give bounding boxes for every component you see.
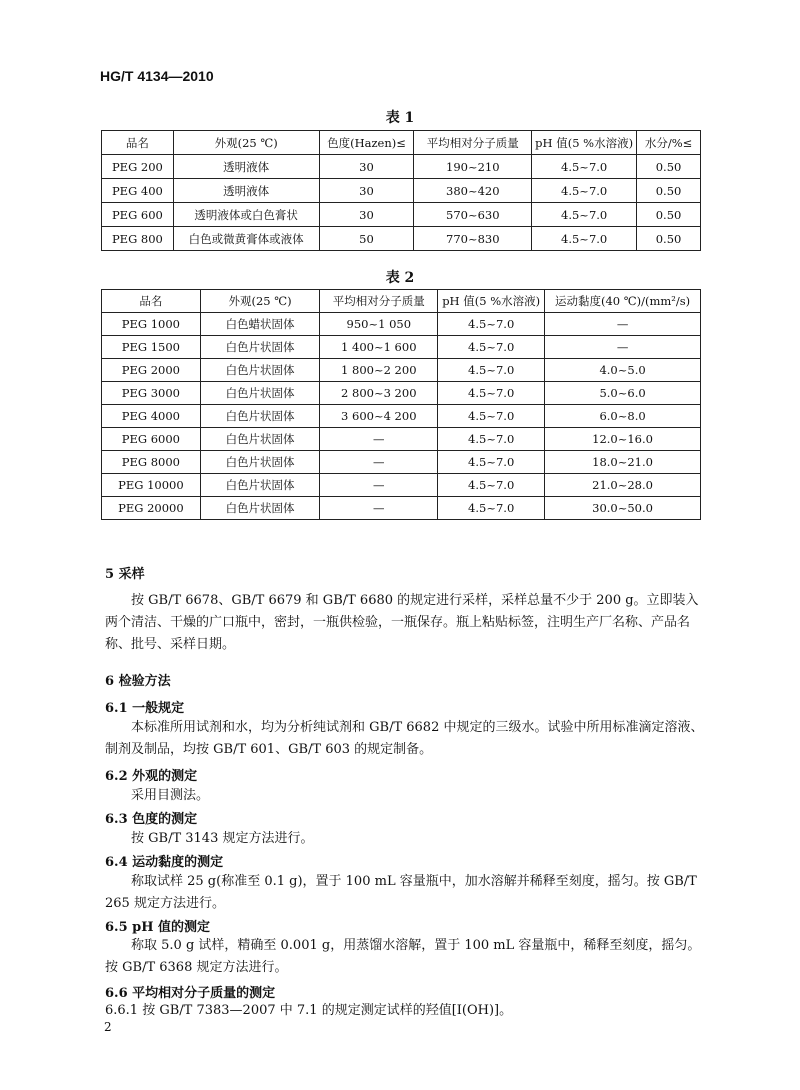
table1 [101,130,701,251]
table-cell: — [320,428,438,451]
table-cell: 0.50 [637,203,701,227]
document-code: HG/T 4134—2010 [100,68,214,84]
table1-header: 品名 [102,131,174,155]
table-cell: 白色片状固体 [200,359,320,382]
table-row [102,382,701,405]
table-cell: PEG 200 [102,155,174,179]
table-cell: 2 800~3 200 [320,382,438,405]
table1-header: 外观(25 ℃) [173,131,319,155]
table-cell: — [320,474,438,497]
table-row [102,336,701,359]
table-cell: 透明液体 [173,179,319,203]
table-cell: 4.5~7.0 [438,497,545,520]
table-cell: 白色片状固体 [200,382,320,405]
table-cell: 透明液体 [173,155,319,179]
table-row [102,474,701,497]
section-6-3-body: 按 GB/T 3143 规定方法进行。 [131,831,314,846]
table-cell: 4.5~7.0 [438,313,545,336]
table1-title: 表 1 [385,110,415,126]
table-cell: 18.0~21.0 [545,451,701,474]
section-6-2-heading: 6.2 外观的测定 [105,769,198,784]
table-cell: 白色片状固体 [200,474,320,497]
table-row [102,227,701,251]
table-cell: PEG 800 [102,227,174,251]
table-row [102,313,701,336]
table-cell: 5.0~6.0 [545,382,701,405]
table-cell: 0.50 [637,227,701,251]
table-cell: 21.0~28.0 [545,474,701,497]
table-cell: PEG 2000 [102,359,201,382]
table-cell: 1 400~1 600 [320,336,438,359]
table-cell: 白色片状固体 [200,336,320,359]
table-cell: 1 800~2 200 [320,359,438,382]
table1-header-row [102,131,701,155]
table-cell: 4.5~7.0 [438,474,545,497]
table2-header: 运动黏度(40 ℃)/(mm²/s) [545,290,701,313]
table-cell: 570~630 [414,203,532,227]
section-6-6-1-text: 6.6.1 按 GB/T 7383—2007 中 7.1 的规定测定试样的羟值[I(OH)]。 [105,1003,513,1018]
section-6-4-body: 称取试样 25 g(称准至 0.1 g)，置于 100 mL 容量瓶中，加水溶解并稀释至刻度，摇匀。按 GB/T 265 规定方法进行。 [105,874,697,911]
table-cell: 白色蜡状固体 [200,313,320,336]
table-cell: 透明液体或白色膏状 [173,203,319,227]
table-cell: 30.0~50.0 [545,497,701,520]
table-row [102,405,701,428]
section-6-2-body: 采用目测法。 [131,788,210,803]
table-cell: 白色片状固体 [200,497,320,520]
table-row [102,179,701,203]
table-cell: 4.5~7.0 [532,203,637,227]
table-cell: 30 [319,179,414,203]
table2-header: 平均相对分子质量 [320,290,438,313]
table-cell: PEG 1500 [102,336,201,359]
table1-header: 色度(Hazen)≤ [319,131,414,155]
table-cell: 380~420 [414,179,532,203]
table-cell: PEG 4000 [102,405,201,428]
table-cell: 4.5~7.0 [438,405,545,428]
table-cell: 950~1 050 [320,313,438,336]
page-number: 2 [104,1020,112,1034]
table2-header: 品名 [102,290,201,313]
table-cell: — [320,497,438,520]
table-cell: 4.5~7.0 [532,155,637,179]
table1-header: 平均相对分子质量 [414,131,532,155]
table2-title: 表 2 [385,270,415,286]
table-cell: 白色片状固体 [200,405,320,428]
table2-header: 外观(25 ℃) [200,290,320,313]
table2-header-row [102,290,701,313]
table-cell: 770~830 [414,227,532,251]
table-cell: 50 [319,227,414,251]
section-5-heading: 5 采样 [105,567,145,582]
section-6-4-heading: 6.4 运动黏度的测定 [105,855,224,870]
section-6-3-heading: 6.3 色度的测定 [105,812,198,827]
section-6-6-heading: 6.6 平均相对分子质量的测定 [105,986,276,1001]
table-cell: — [545,336,701,359]
table-cell: 4.5~7.0 [532,227,637,251]
section-5-body: 按 GB/T 6678、GB/T 6679 和 GB/T 6680 的规定进行采样，采样总量不少于 200 g。立即装入两个清洁、干燥的广口瓶中，密封，一瓶供检验，一瓶保存。瓶上粘贴标签，注明生产厂名称、产品名称、批号、采样日期。 [105,593,699,652]
table-row [102,203,701,227]
table-cell: 4.5~7.0 [438,451,545,474]
table-cell: 4.5~7.0 [438,336,545,359]
table-cell: 12.0~16.0 [545,428,701,451]
table-cell: — [545,313,701,336]
table-cell: 4.5~7.0 [438,428,545,451]
table-cell: 4.0~5.0 [545,359,701,382]
table-cell: 白色片状固体 [200,451,320,474]
table-row [102,155,701,179]
table-cell: PEG 10000 [102,474,201,497]
section-6-1-heading: 6.1 一般规定 [105,701,185,716]
table-cell: 白色或微黄膏体或液体 [173,227,319,251]
table1-header: pH 值(5 %水溶液) [532,131,637,155]
table-row [102,428,701,451]
table-cell: PEG 1000 [102,313,201,336]
table-cell: PEG 3000 [102,382,201,405]
table-cell: PEG 400 [102,179,174,203]
table2-header: pH 值(5 %水溶液) [438,290,545,313]
section-6-5-body: 称取 5.0 g 试样，精确至 0.001 g，用蒸馏水溶解，置于 100 mL 容量瓶中，稀释至刻度，摇匀。按 GB/T 6368 规定方法进行。 [105,938,701,975]
table-cell: 3 600~4 200 [320,405,438,428]
table-cell: 190~210 [414,155,532,179]
section-6-1-body: 本标准所用试剂和水，均为分析纯试剂和 GB/T 6682 中规定的三级水。试验中所用标准滴定溶液、制剂及制品，均按 GB/T 601、GB/T 603 的规定制备。 [105,720,704,757]
table-row [102,359,701,382]
table1-header: 水分/%≤ [637,131,701,155]
table-cell: PEG 6000 [102,428,201,451]
table-cell: 4.5~7.0 [532,179,637,203]
table-cell: 30 [319,155,414,179]
table-cell: 0.50 [637,179,701,203]
section-6-heading: 6 检验方法 [105,674,171,689]
table-cell: 0.50 [637,155,701,179]
table2 [101,289,701,520]
table-cell: 30 [319,203,414,227]
section-6-5-heading: 6.5 pH 值的测定 [105,920,211,935]
table-row [102,497,701,520]
table-cell: PEG 600 [102,203,174,227]
table-cell: PEG 8000 [102,451,201,474]
table-cell: 4.5~7.0 [438,382,545,405]
table-cell: 白色片状固体 [200,428,320,451]
table-cell: 4.5~7.0 [438,359,545,382]
table-cell: PEG 20000 [102,497,201,520]
table-cell: — [320,451,438,474]
table-row [102,451,701,474]
table-cell: 6.0~8.0 [545,405,701,428]
